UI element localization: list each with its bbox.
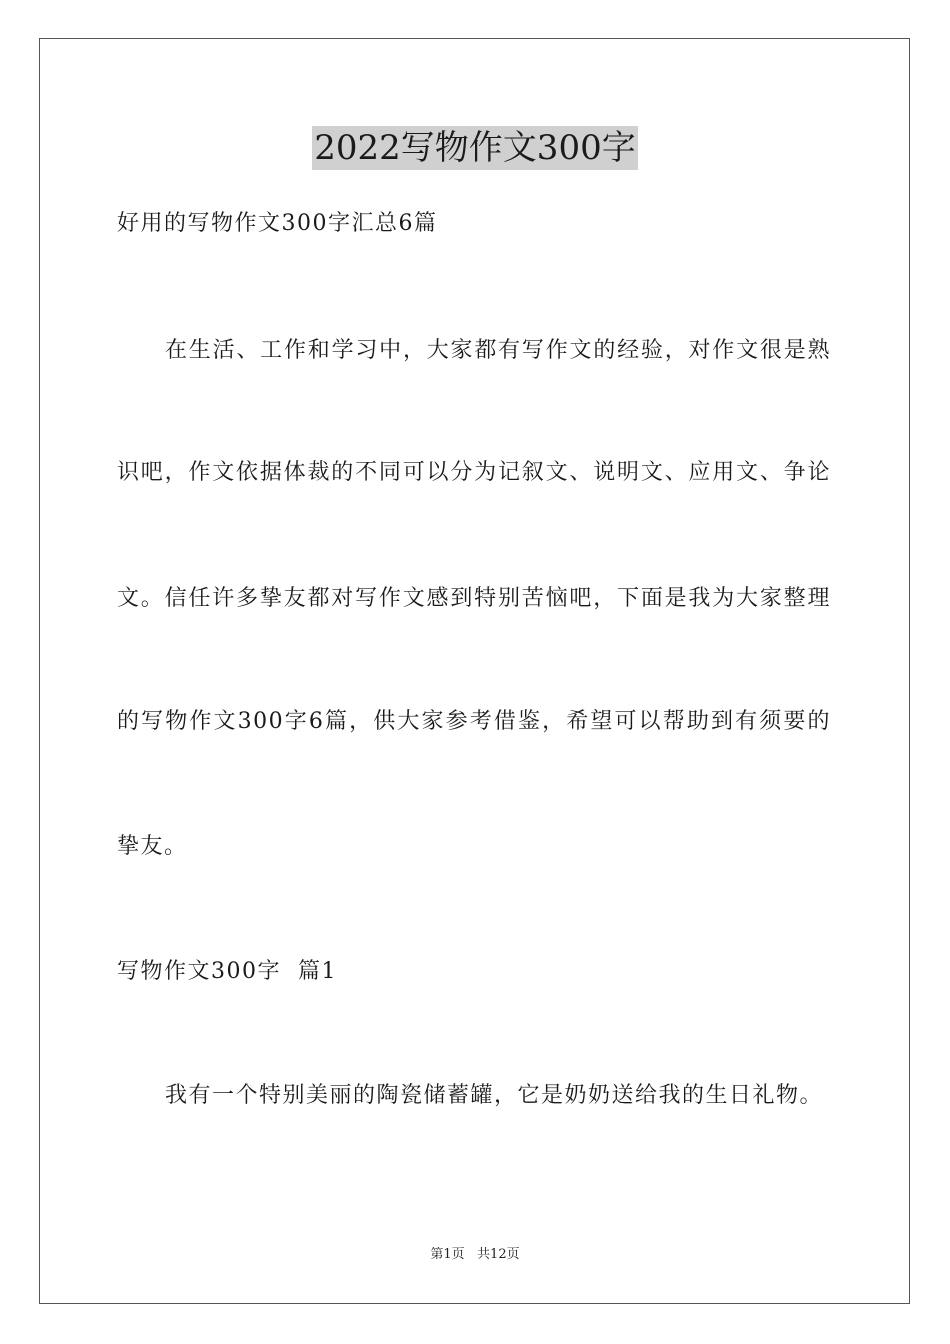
document-subtitle: 好用的写物作文300字汇总6篇 — [117, 211, 438, 236]
section-heading: 写物作文300字 篇1 — [117, 959, 337, 984]
intro-line-1: 在生活、工作和学习中，大家都有写作文的经验，对作文很是熟 — [165, 338, 831, 363]
title-container — [0, 126, 950, 170]
document-title: 2022写物作文300字 — [314, 128, 636, 168]
intro-line-5: 挚友。 — [117, 834, 188, 859]
intro-line-4: 的写物作文300字6篇，供大家参考借鉴，希望可以帮助到有须要的 — [117, 709, 831, 734]
intro-line-2: 识吧，作文依据体裁的不同可以分为记叙文、说明文、应用文、争论 — [117, 460, 831, 485]
section-paragraph-line-1: 我有一个特别美丽的陶瓷储蓄罐，它是奶奶送给我的生日礼物。 — [165, 1083, 824, 1108]
intro-line-3: 文。信任许多挚友都对写作文感到特别苦恼吧，下面是我为大家整理 — [117, 586, 831, 611]
page-number-footer: 第1页 共12页 — [430, 1247, 520, 1262]
